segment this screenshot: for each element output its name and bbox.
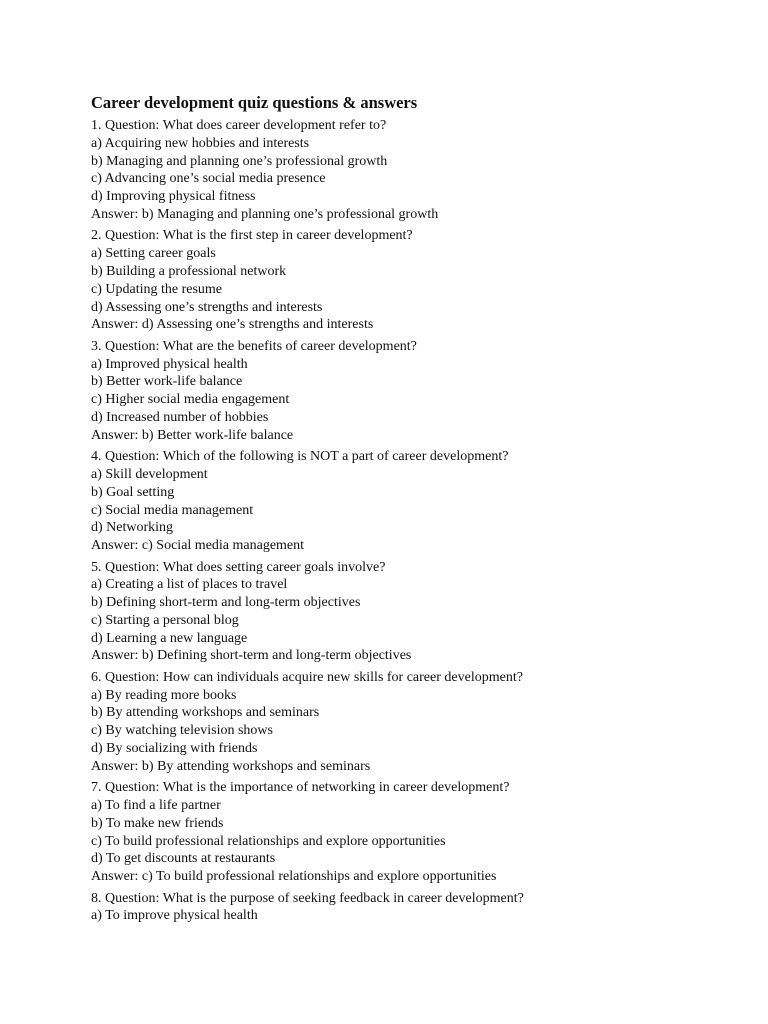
option-a: a) Setting career goals: [91, 246, 216, 262]
question-text: 4. Question: Which of the following is NOT a part of career development?: [91, 449, 509, 465]
option-b: b) Defining short-term and long-term objectives: [91, 595, 361, 611]
question-block-6: [91, 669, 751, 776]
option-b: b) To make new friends: [91, 815, 224, 831]
answer-text: Answer: b) Defining short-term and long-term objectives: [91, 648, 412, 664]
option-b: b) By attending workshops and seminars: [91, 705, 320, 721]
option-a: a) Acquiring new hobbies and interests: [91, 135, 310, 151]
option-c: c) Advancing one’s social media presence: [91, 171, 326, 187]
document-page: [91, 92, 751, 929]
option-b: b) Better work-life balance: [91, 374, 243, 390]
answer-text: Answer: d) Assessing one’s strengths and interests: [91, 317, 374, 333]
option-b: b) Goal setting: [91, 484, 175, 500]
option-d: d) Improving physical fitness: [91, 189, 256, 205]
question-text: 7. Question: What is the importance of networking in career development?: [91, 780, 510, 796]
question-block-4: [91, 448, 751, 555]
question-text: 8. Question: What is the purpose of seeking feedback in career development?: [91, 890, 524, 906]
option-d: d) By socializing with friends: [91, 741, 258, 757]
option-a: a) Creating a list of places to travel: [91, 577, 288, 593]
question-text: 1. Question: What does career development refer to?: [91, 118, 387, 133]
question-text: 6. Question: How can individuals acquire new skills for career development?: [91, 669, 523, 685]
option-c: c) Starting a personal blog: [91, 612, 239, 628]
document-title: Career development quiz questions & answers: [91, 93, 418, 112]
option-a: a) Skill development: [91, 466, 208, 482]
option-d: d) Networking: [91, 520, 174, 536]
option-b: b) Building a professional network: [91, 263, 287, 279]
question-block-5: [91, 559, 751, 666]
option-a: a) By reading more books: [91, 687, 237, 703]
answer-text: Answer: b) By attending workshops and seminars: [91, 758, 371, 774]
option-c: c) By watching television shows: [91, 723, 273, 739]
option-a: a) To find a life partner: [91, 798, 221, 814]
option-c: c) Higher social media engagement: [91, 392, 290, 408]
question-block-8: [91, 890, 751, 926]
question-block-3: [91, 338, 751, 445]
option-a: a) To improve physical health: [91, 908, 258, 924]
question-block-1: [91, 117, 751, 224]
option-c: c) Updating the resume: [91, 281, 223, 297]
answer-text: Answer: c) Social media management: [91, 538, 305, 554]
option-c: c) Social media management: [91, 502, 254, 518]
option-d: d) Learning a new language: [91, 630, 248, 646]
answer-text: Answer: b) Better work-life balance: [91, 427, 294, 443]
answer-text: Answer: c) To build professional relationships and explore opportunities: [91, 869, 497, 885]
option-c: c) To build professional relationships and explore opportunities: [91, 833, 446, 849]
option-a: a) Improved physical health: [91, 356, 248, 372]
option-d: d) Increased number of hobbies: [91, 409, 269, 425]
option-d: d) Assessing one’s strengths and interests: [91, 299, 323, 315]
question-text: 3. Question: What are the benefits of career development?: [91, 338, 417, 354]
option-b: b) Managing and planning one’s professional growth: [91, 153, 388, 169]
option-d: d) To get discounts at restaurants: [91, 851, 276, 867]
question-block-7: [91, 779, 751, 886]
answer-text: Answer: b) Managing and planning one’s professional growth: [91, 206, 439, 222]
question-block-2: [91, 227, 751, 334]
question-text: 5. Question: What does setting career goals involve?: [91, 559, 386, 575]
question-text: 2. Question: What is the first step in career development?: [91, 228, 413, 244]
